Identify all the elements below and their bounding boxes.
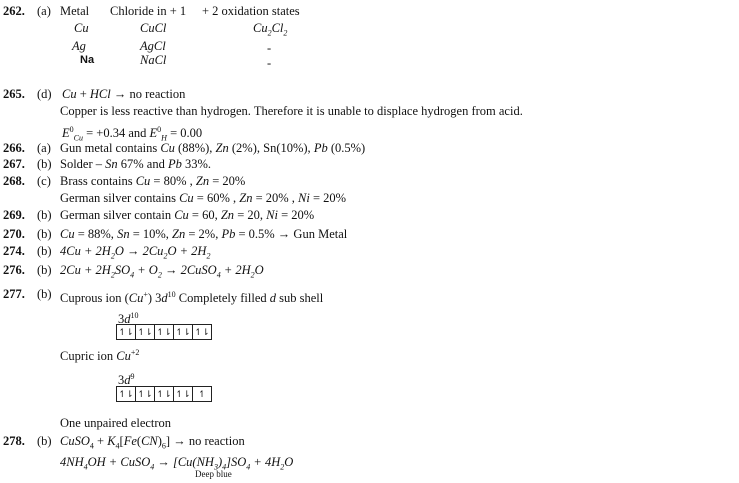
q278-note: Deep blue [195, 469, 232, 479]
q276-option: (b) [37, 263, 52, 277]
q262-row2-chloride: AgCl [140, 39, 166, 53]
q269-number: 269. [3, 208, 25, 222]
q262-row3-chloride: NaCl [140, 53, 167, 67]
q277-config1: $3d^{10}$ [118, 311, 139, 327]
q268-option: (c) [37, 174, 51, 188]
q265-equation: Cu + HCl → no reaction [62, 87, 186, 101]
q270-text: Cu = 88%, Sn = 10%, Zn = 2%, Pb = 0.5% → Gun Metal [60, 227, 348, 241]
orbital-cell: ↿⇂ [192, 325, 211, 339]
q262-row3-ox: - [267, 56, 272, 70]
orbital-cell: ↿⇂ [173, 325, 192, 339]
q277-cupric: Cupric ion $Cu^{+2}$ [60, 348, 140, 364]
q277-option: (b) [37, 287, 52, 301]
orbital-cell: ↿⇂ [135, 325, 154, 339]
q262-row2-metal: Ag [72, 39, 86, 53]
q269-option: (b) [37, 208, 52, 222]
q276-equation: $2Cu + 2H_2SO_4 + O_2$ → 2CuSO$_4$ + $2H_2O$ [60, 263, 264, 280]
q262-header-chloride: Chloride in + 1 [110, 4, 187, 18]
q265-number: 265. [3, 87, 25, 101]
q274-option: (b) [37, 244, 52, 258]
orbital-cell: ↿⇂ [135, 387, 154, 401]
q268-text2: German silver contains Cu = 60% , Zn = 20% , Ni = 20% [60, 191, 347, 205]
q265-potentials: $E^0_{Cu} = +0.34$ and $E^0_H = 0.00$ [62, 125, 203, 143]
q262-row2-ox: - [267, 41, 272, 55]
q268-number: 268. [3, 174, 25, 188]
orbital-box-3d10 [116, 324, 212, 340]
q269-text: German silver contain Cu = 60, Zn = 20, Ni = 20% [60, 208, 315, 222]
q266-option: (a) [37, 141, 51, 155]
q267-text: Solder – Sn 67% and Pb 33%. [60, 157, 212, 171]
q278-equation1: CuSO$_4$ + $K_4[Fe(CN)_6]$ → no reaction [60, 434, 245, 451]
orbital-cell: ↿⇂ [173, 387, 192, 401]
orbital-cell: ↿⇂ [118, 389, 134, 399]
q262-header-metal: Metal [60, 4, 90, 18]
q276-number: 276. [3, 263, 25, 277]
q277-unpaired: One unpaired electron [60, 416, 172, 430]
q262-option: (a) [37, 4, 51, 18]
orbital-cell: ↿⇂ [154, 325, 173, 339]
orbital-box-3d9 [116, 386, 212, 402]
q265-explanation: Copper is less reactive than hydrogen. Therefore it is unable to displace hydrogen from acid. [60, 104, 523, 118]
q266-number: 266. [3, 141, 25, 155]
q262-number: 262. [3, 4, 25, 18]
q270-option: (b) [37, 227, 52, 241]
q270-number: 270. [3, 227, 25, 241]
q262-row1-chloride: CuCl [140, 21, 167, 35]
q277-text: Cuprous ion (Cu+) $3d^{10}$ Completely filled d sub shell [60, 290, 324, 306]
q267-number: 267. [3, 157, 25, 171]
q278-number: 278. [3, 434, 25, 448]
q267-option: (b) [37, 157, 52, 171]
q278-equation2: $4NH_4OH$ + CuSO$_4$ → $[Cu(NH_3)_4]SO_4 + 4H_2O$ [60, 455, 294, 472]
q274-equation: $4Cu + 2H_2O \to 2Cu_2O + 2H_2$ [60, 244, 211, 261]
q268-text: Brass contains Cu = 80% , Zn = 20% [60, 174, 246, 188]
q274-number: 274. [3, 244, 25, 258]
q262-row3-metal: Na [80, 54, 95, 66]
orbital-cell: ↿ [192, 387, 211, 401]
orbital-cell: ↿⇂ [154, 387, 173, 401]
orbital-cell: ↿⇂ [118, 327, 134, 337]
q265-option: (d) [37, 87, 52, 101]
q266-text: Gun metal contains Cu (88%), Zn (2%), Sn(10%), Pb (0.5%) [60, 141, 366, 155]
q277-config2: $3d^9$ [118, 372, 135, 388]
q262-row1-metal: Cu [74, 21, 89, 35]
q262-header-oxidation: + 2 oxidation states [202, 4, 300, 18]
q277-number: 277. [3, 287, 25, 301]
q262-row1-ox: $Cu_2Cl_2$ [253, 21, 288, 38]
q278-option: (b) [37, 434, 52, 448]
